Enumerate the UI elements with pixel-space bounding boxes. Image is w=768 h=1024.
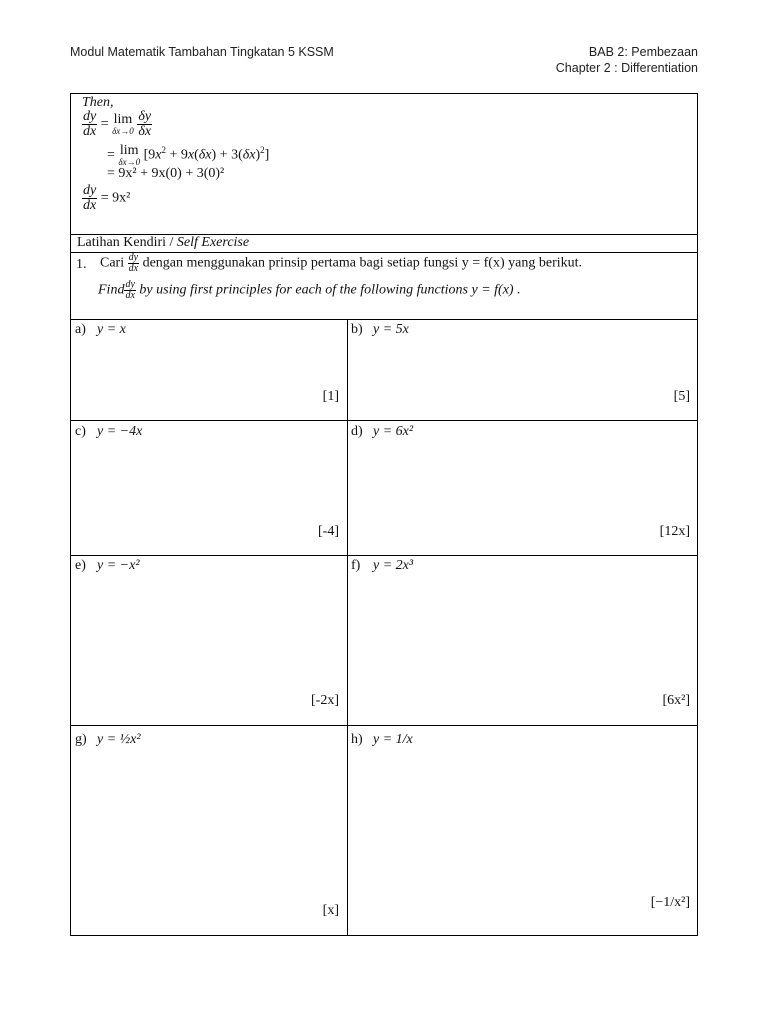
derivation-limit-definition: $\frac{dy}{dx}$ = lim δx→0 $\frac{\delta y}{\delta x}$	[83, 109, 152, 139]
part-c-function: y = −4x	[97, 424, 143, 439]
part-d-function: y = 6x²	[373, 424, 414, 439]
part-f-answer: [6x²]	[662, 693, 690, 708]
part-a-answer: [1]	[322, 389, 339, 404]
question-number: 1.	[76, 257, 87, 272]
row-divider	[70, 725, 698, 726]
part-b-function: y = 5x	[373, 322, 409, 337]
part-c-label: c)	[75, 424, 86, 439]
derivation-then: Then,	[82, 95, 114, 110]
part-f-function: y = 2x³	[373, 558, 414, 573]
chapter-title-malay: BAB 2: Pembezaan	[588, 45, 698, 59]
worksheet-table	[70, 93, 698, 936]
part-h-answer: [−1/x²]	[650, 895, 690, 910]
row-divider	[70, 319, 698, 320]
part-a-label: a)	[75, 322, 86, 337]
part-d-answer: [12x]	[659, 524, 690, 539]
part-c-answer: [-4]	[318, 524, 339, 539]
derivation-substitution: = 9x² + 9x(0) + 3(0)²	[107, 166, 225, 181]
part-f-label: f)	[351, 558, 361, 573]
row-divider	[70, 555, 698, 556]
row-divider	[70, 420, 698, 421]
chapter-title-english: Chapter 2 : Differentiation	[555, 61, 698, 75]
derivation-result-value: = 9x²	[100, 190, 131, 206]
part-h-function: y = 1/x	[373, 732, 413, 747]
derivation-limit-expansion: = lim δx→0 $[9x^2 + 9x(\delta x) + 3(\delta x)^2]$	[107, 143, 270, 167]
question-malay: Cari $\frac{dy}{dx}$ dengan menggunakan prinsip pertama bagi setiap fungsi y = f(x) yang berikut.	[100, 252, 583, 274]
part-g-function: y = ½x²	[97, 732, 141, 747]
column-divider	[347, 319, 348, 936]
part-e-function: y = −x²	[97, 558, 140, 573]
part-h-label: h)	[351, 732, 363, 747]
module-title: Modul Matematik Tambahan Tingkatan 5 KSSM	[70, 45, 334, 59]
part-e-answer: [-2x]	[311, 693, 339, 708]
part-g-label: g)	[75, 732, 87, 747]
part-a-function: y = x	[97, 322, 126, 337]
question-english: Find $\frac{dy}{dx}$ by using first principles for each of the following functions y = f(x) .	[98, 279, 521, 301]
part-e-label: e)	[75, 558, 86, 573]
part-g-answer: [x]	[322, 903, 339, 918]
derivation-result: $\frac{dy}{dx}$ = 9x²	[83, 183, 131, 213]
part-b-label: b)	[351, 322, 363, 337]
part-b-answer: [5]	[673, 389, 690, 404]
part-d-label: d)	[351, 424, 363, 439]
self-exercise-title: Latihan Kendiri / Self Exercise	[77, 235, 250, 250]
